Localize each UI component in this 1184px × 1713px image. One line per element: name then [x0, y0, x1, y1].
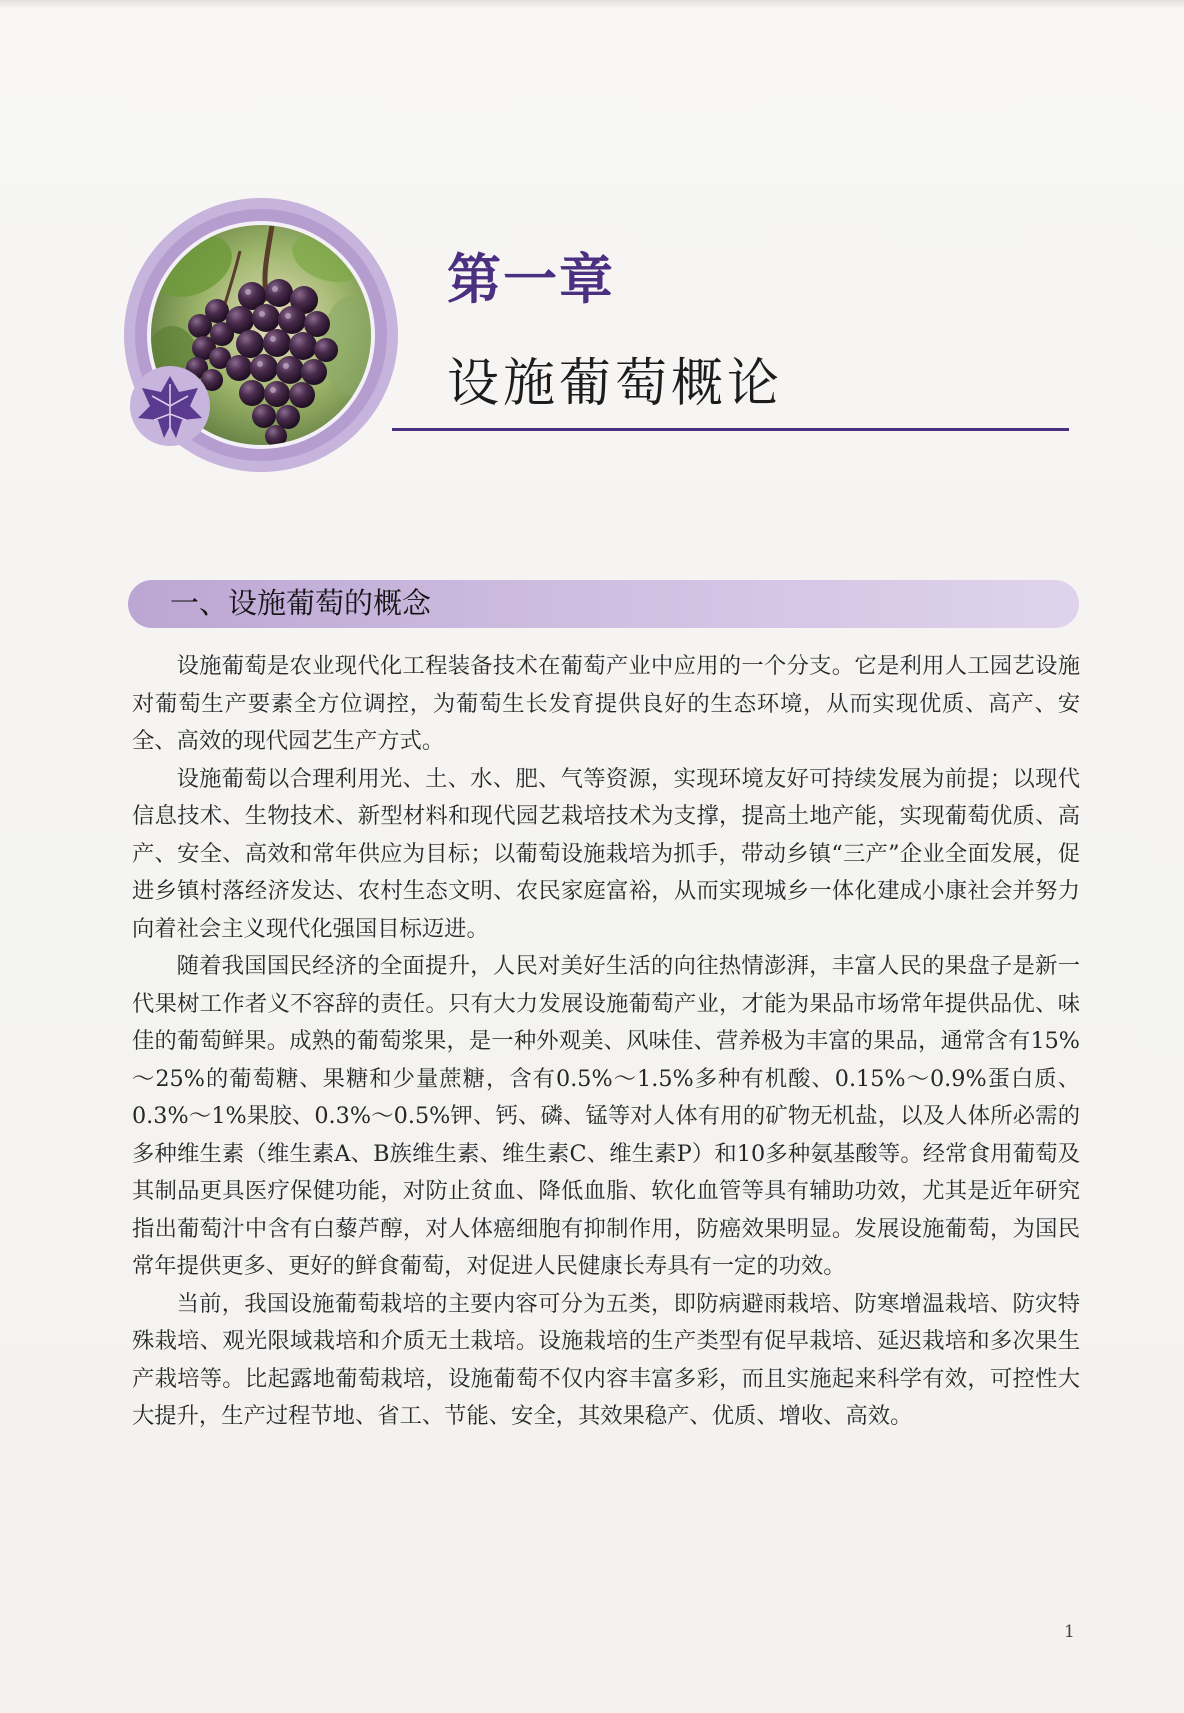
paragraph: 设施葡萄以合理利用光、土、水、肥、气等资源，实现环境友好可持续发展为前提；以现代信息技术、生物技术、新型材料和现代园艺栽培技术为支撑，提高土地产能，实现葡萄优质、高产、安全、高效和常年供应为目标；以葡萄设施栽培为抓手，带动乡镇“三产”企业全面发展，促进乡镇村落经济发达、农村生态文明、农民家庭富裕，从而实现城乡一体化建成小康社会并努力向着社会主义现代化强国目标迈进。: [132, 765, 1080, 942]
body-text: [132, 648, 1080, 1436]
chapter-number: 第一章: [447, 248, 615, 311]
paragraph: 随着我国国民经济的全面提升，人民对美好生活的向往热情澎湃，丰富人民的果盘子是新一代果树工作者义不容辞的责任。只有大力发展设施葡萄产业，才能为果品市场常年提供品优、味佳的葡萄鲜果。成熟的葡萄浆果，是一种外观美、风味佳、营养极为丰富的果品，通常含有15%～25%的葡萄糖、果糖和少量蔗糖，含有0.5%～1.5%多种有机酸、0.15%～0.9%蛋白质、0.3%～1%果胶、0.3%～0.5%钾、钙、磷、锰等对人体有用的矿物无机盐，以及人体所必需的多种维生素（维生素A、B族维生素、维生素C、维生素P）和10多种氨基酸等。经常食用葡萄及其制品更具医疗保健功能，对防止贫血、降低血脂、软化血管等具有辅助功效，尤其是近年研究指出葡萄汁中含有白藜芦醇，对人体癌细胞有抑制作用，防癌效果明显。发展设施葡萄，为国民常年提供更多、更好的鲜食葡萄，对促进人民健康长寿具有一定的功效。: [132, 953, 1080, 1279]
paragraph: 当前，我国设施葡萄栽培的主要内容可分为五类，即防病避雨栽培、防寒增温栽培、防灾特殊栽培、观光限域栽培和介质无土栽培。设施栽培的生产类型有促早栽培、延迟栽培和多次果生产栽培等。比起露地葡萄栽培，设施葡萄不仅内容丰富多彩，而且实施起来科学有效，可控性大大提升，生产过程节地、省工、节能、安全，其效果稳产、优质、增收、高效。: [132, 1290, 1080, 1429]
chapter-title: 设施葡萄概论: [447, 354, 784, 414]
grape-cluster-icon: [122, 196, 400, 474]
paragraph: 设施葡萄是农业现代化工程装备技术在葡萄产业中应用的一个分支。它是利用人工园艺设施对葡萄生产要素全方位调控，为葡萄生长发育提供良好的生态环境，从而实现优质、高产、安全、高效的现代园艺生产方式。: [132, 653, 1080, 754]
section-title: 一、设施葡萄的概念: [170, 586, 432, 620]
page-number: 1: [1064, 1622, 1075, 1642]
leaf-badge-icon: [130, 366, 210, 446]
chapter-divider: [392, 428, 1069, 431]
